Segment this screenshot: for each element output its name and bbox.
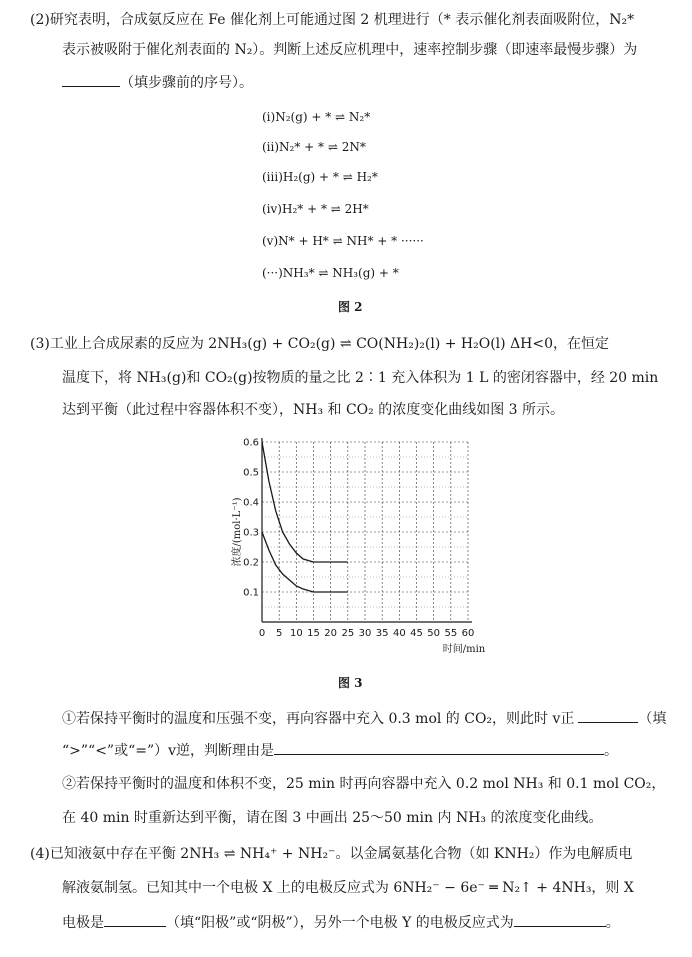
q4-text-line-1: (4)已知液氨中存在平衡 2NH₃ ⇌ NH₄⁺ + NH₂⁻。以金属氨基化合物（如 KNH₂）作为电解质电	[30, 846, 633, 862]
y-tick-label: 0.6	[243, 437, 259, 449]
answer-blank-v-compare[interactable]	[578, 708, 638, 723]
mechanism-step-2: (ii)N₂* + * ⇌ 2N*	[262, 140, 366, 154]
q3-text-line-3: 达到平衡（此过程中容器体积不变），NH₃ 和 CO₂ 的浓度变化曲线如图 3 所示。	[62, 402, 565, 418]
q3-text-line-1: (3)工业上合成尿素的反应为 2NH₃(g) + CO₂(g) ⇌ CO(NH₂)₂(l) + H₂O(l) ΔH<0，在恒定	[30, 336, 610, 352]
x-tick-label: 35	[375, 628, 389, 639]
chart-y-axis-label: 浓度/(mol·L⁻¹)	[232, 497, 243, 567]
q3-sub2-line-2: 在 40 min 时重新达到平衡，请在图 3 中画出 25～50 min 内 NH₃ 的浓度变化曲线。	[62, 810, 603, 826]
q3-sub2-line-1: ②若保持平衡时的温度和体积不变，25 min 时再向容器中充入 0.2 mol NH₃ 和 0.1 mol CO₂，	[62, 776, 666, 792]
q3-sub1-line-2-text: “>”“<”或“=”）v逆，判断理由是	[62, 743, 275, 759]
answer-blank-reason[interactable]	[274, 740, 604, 755]
x-tick-label: 40	[392, 628, 406, 639]
q2-text-line-3	[62, 72, 253, 93]
x-tick-label: 45	[410, 628, 423, 639]
mechanism-step-5: (v)N* + H* ⇌ NH* + * ······	[262, 234, 424, 248]
y-tick-label: 0.2	[243, 557, 259, 569]
y-tick-label: 0.4	[243, 497, 259, 509]
q4-text-line-3	[62, 912, 620, 933]
q3-sub1-line-1-suffix: （填	[638, 711, 667, 727]
chart-grid	[262, 442, 468, 622]
q4-text-line-3-middle: （填“阳极”或“阴极”），另外一个电极 Y 的电极反应式为	[166, 915, 514, 931]
x-tick-label: 50	[427, 628, 441, 639]
figure-2-caption: 图 2	[338, 300, 363, 314]
mechanism-step-1: (i)N₂(g) + * ⇌ N₂*	[262, 110, 371, 124]
answer-blank-electrode-x[interactable]	[104, 912, 166, 927]
x-tick-label: 0	[258, 628, 266, 639]
x-tick-label: 55	[444, 628, 458, 639]
x-tick-label: 25	[341, 628, 355, 639]
y-tick-label: 0.5	[243, 467, 259, 479]
q3-sub1-line-2	[62, 740, 618, 761]
chart-ticks	[243, 438, 474, 640]
mechanism-step-6: (···)NH₃* ⇌ NH₃(g) + *	[262, 266, 399, 280]
x-tick-label: 60	[461, 628, 475, 639]
q2-text-line-1: (2)研究表明，合成氨反应在 Fe 催化剂上可能通过图 2 机理进行（* 表示催化剂表面吸附位，N₂*	[30, 12, 635, 28]
chart-axes	[262, 438, 472, 622]
answer-blank-rate-step[interactable]	[62, 72, 120, 87]
q3-sub1-line-2-suffix: 。	[604, 743, 619, 759]
q3-sub1-line-1	[62, 708, 666, 729]
y-tick-label: 0.3	[243, 527, 259, 539]
figure-3-caption: 图 3	[338, 676, 363, 690]
q2-text-line-3-suffix: （填步骤前的序号）。	[120, 75, 253, 91]
y-tick-label: 0.1	[243, 587, 259, 599]
q3-text-line-2: 温度下，将 NH₃(g)和 CO₂(g)按物质的量之比 2∶1 充入体积为 1 L 的密闭容器中，经 20 min	[62, 370, 659, 386]
answer-blank-electrode-y[interactable]	[514, 912, 606, 927]
q3-sub1-line-1-text: ①若保持平衡时的温度和压强不变，再向容器中充入 0.3 mol 的 CO₂，则此时 v正	[62, 711, 575, 727]
chart-x-axis-label: 时间/min	[442, 644, 486, 655]
x-tick-label: 5	[275, 628, 283, 639]
q4-text-line-2: 解液氨制氢。已知其中一个电极 X 上的电极反应式为 6NH₂⁻ − 6e⁻ ═ N₂↑ + 4NH₃，则 X	[62, 880, 634, 896]
q2-text-line-2: 表示被吸附于催化剂表面的 N₂）。判断上述反应机理中，速率控制步骤（即速率最慢步骤）为	[62, 42, 638, 58]
x-tick-label: 20	[324, 628, 338, 639]
q4-text-line-3-prefix: 电极是	[62, 915, 104, 931]
x-tick-label: 15	[307, 628, 320, 639]
mechanism-step-4: (iv)H₂* + * ⇌ 2H*	[262, 202, 369, 216]
x-tick-label: 10	[289, 628, 303, 639]
concentration-time-chart	[228, 436, 488, 658]
x-tick-label: 30	[358, 628, 372, 639]
mechanism-step-3: (iii)H₂(g) + * ⇌ H₂*	[262, 170, 378, 184]
q4-text-line-3-suffix: 。	[605, 915, 620, 931]
